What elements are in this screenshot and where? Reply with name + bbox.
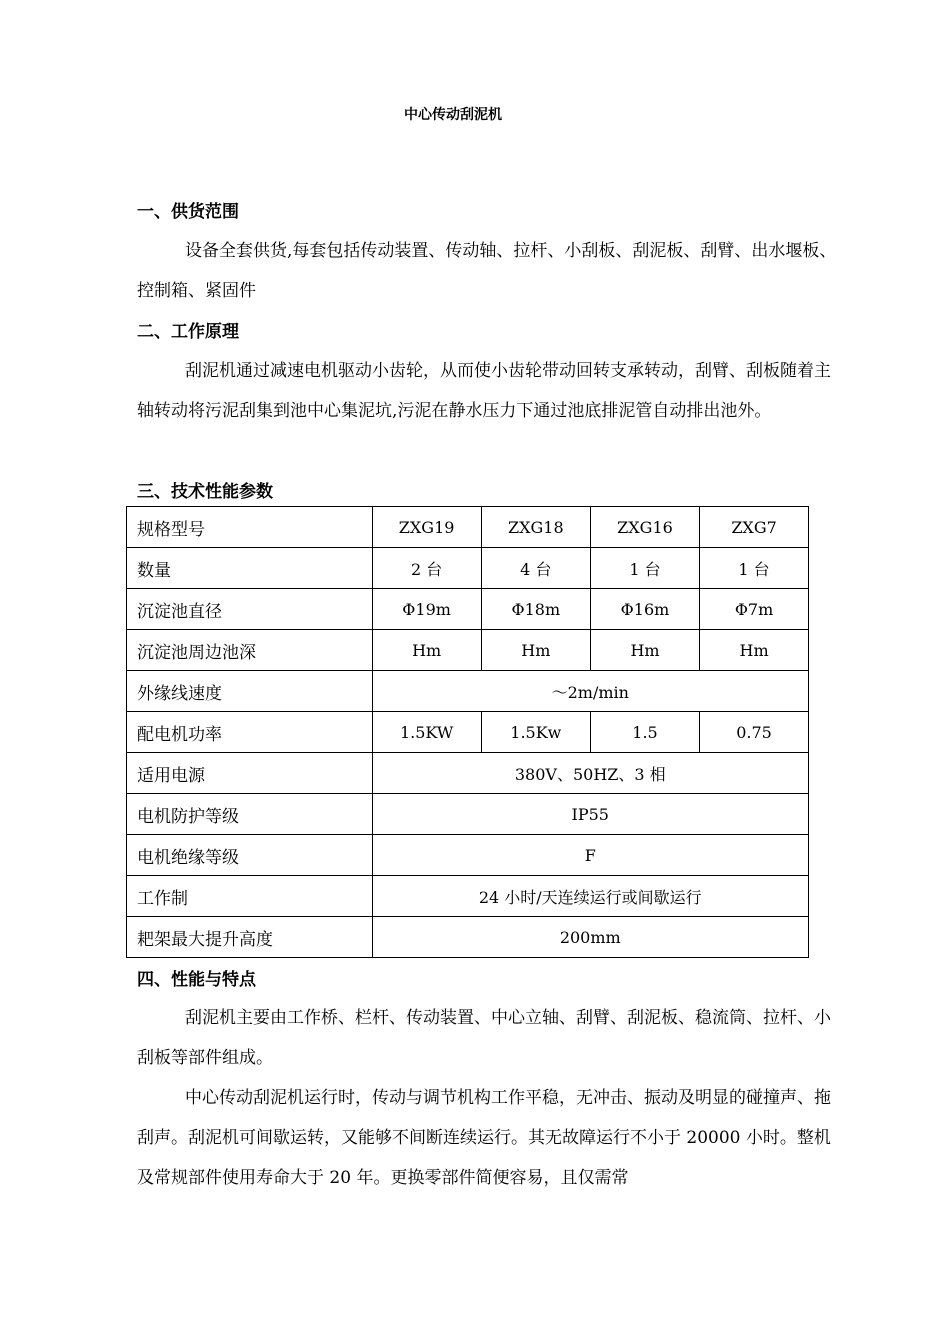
section-heading-supply-scope: 一、供货范围 <box>137 202 239 222</box>
table-row <box>127 876 809 917</box>
value-cell: ZXG16 <box>590 507 699 548</box>
merged-value-cell: 24 小时/天连续运行或间歇运行 <box>372 876 808 917</box>
value-cell: ZXG18 <box>481 507 590 548</box>
section-heading-features: 四、性能与特点 <box>137 970 256 990</box>
tech-params-table <box>126 506 809 958</box>
supply-scope-paragraph: 设备全套供货,每套包括传动装置、传动轴、拉杆、小刮板、刮泥板、刮臂、出水堰板、控制箱、紧固件 <box>137 241 837 301</box>
value-cell: 1.5KW <box>372 712 481 753</box>
row-label: 耙架最大提升高度 <box>127 917 373 958</box>
value-cell: 1 台 <box>590 548 699 589</box>
row-label: 适用电源 <box>127 753 373 794</box>
features-paragraph-1: 刮泥机主要由工作桥、栏杆、传动装置、中心立轴、刮臂、刮泥板、稳流筒、拉杆、小刮板等部件组成。 <box>137 1008 831 1068</box>
merged-value-cell: 200mm <box>372 917 808 958</box>
table-row <box>127 671 809 712</box>
row-label: 沉淀池直径 <box>127 589 373 630</box>
row-label: 电机防护等级 <box>127 794 373 835</box>
table-row <box>127 917 809 958</box>
table-row <box>127 589 809 630</box>
row-label: 配电机功率 <box>127 712 373 753</box>
table-row <box>127 630 809 671</box>
table-row <box>127 712 809 753</box>
table-row <box>127 794 809 835</box>
row-label: 沉淀池周边池深 <box>127 630 373 671</box>
value-cell: Φ18m <box>481 589 590 630</box>
document-title: 中心传动刮泥机 <box>404 107 502 123</box>
value-cell: 1.5 <box>590 712 699 753</box>
value-cell: Hm <box>590 630 699 671</box>
value-cell: ZXG7 <box>700 507 809 548</box>
row-label: 数量 <box>127 548 373 589</box>
section-heading-tech-params: 三、技术性能参数 <box>137 482 273 502</box>
value-cell: Φ19m <box>372 589 481 630</box>
value-cell: Hm <box>700 630 809 671</box>
merged-value-cell: IP55 <box>372 794 808 835</box>
merged-value-cell: F <box>372 835 808 876</box>
row-label: 外缘线速度 <box>127 671 373 712</box>
section-heading-working-principle: 二、工作原理 <box>137 322 239 342</box>
value-cell: 1 台 <box>700 548 809 589</box>
row-label: 工作制 <box>127 876 373 917</box>
value-cell: Hm <box>481 630 590 671</box>
value-cell: 2 台 <box>372 548 481 589</box>
working-principle-paragraph: 刮泥机通过减速电机驱动小齿轮，从而使小齿轮带动回转支承转动，刮臂、刮板随着主轴转动将污泥刮集到池中心集泥坑,污泥在静水压力下通过池底排泥管自动排出池外。 <box>137 361 831 421</box>
merged-value-cell: ～2m/min <box>372 671 808 712</box>
merged-value-cell: 380V、50HZ、3 相 <box>372 753 808 794</box>
value-cell: Φ16m <box>590 589 699 630</box>
row-label: 电机绝缘等级 <box>127 835 373 876</box>
row-label: 规格型号 <box>127 507 373 548</box>
table-row <box>127 835 809 876</box>
value-cell: 0.75 <box>700 712 809 753</box>
table-row <box>127 548 809 589</box>
value-cell: ZXG19 <box>372 507 481 548</box>
value-cell: 1.5Kw <box>481 712 590 753</box>
value-cell: 4 台 <box>481 548 590 589</box>
value-cell: Hm <box>372 630 481 671</box>
table-row <box>127 507 809 548</box>
value-cell: Φ7m <box>700 589 809 630</box>
table-row <box>127 753 809 794</box>
features-paragraph-2: 中心传动刮泥机运行时，传动与调节机构工作平稳，无冲击、振动及明显的碰撞声、拖刮声。刮泥机可间歇运转，又能够不间断连续运行。其无故障运行不小于 20000 小时。整机及常规部件使用寿命大于 20 年。更换零部件简便容易，且仅需常 <box>137 1088 831 1188</box>
